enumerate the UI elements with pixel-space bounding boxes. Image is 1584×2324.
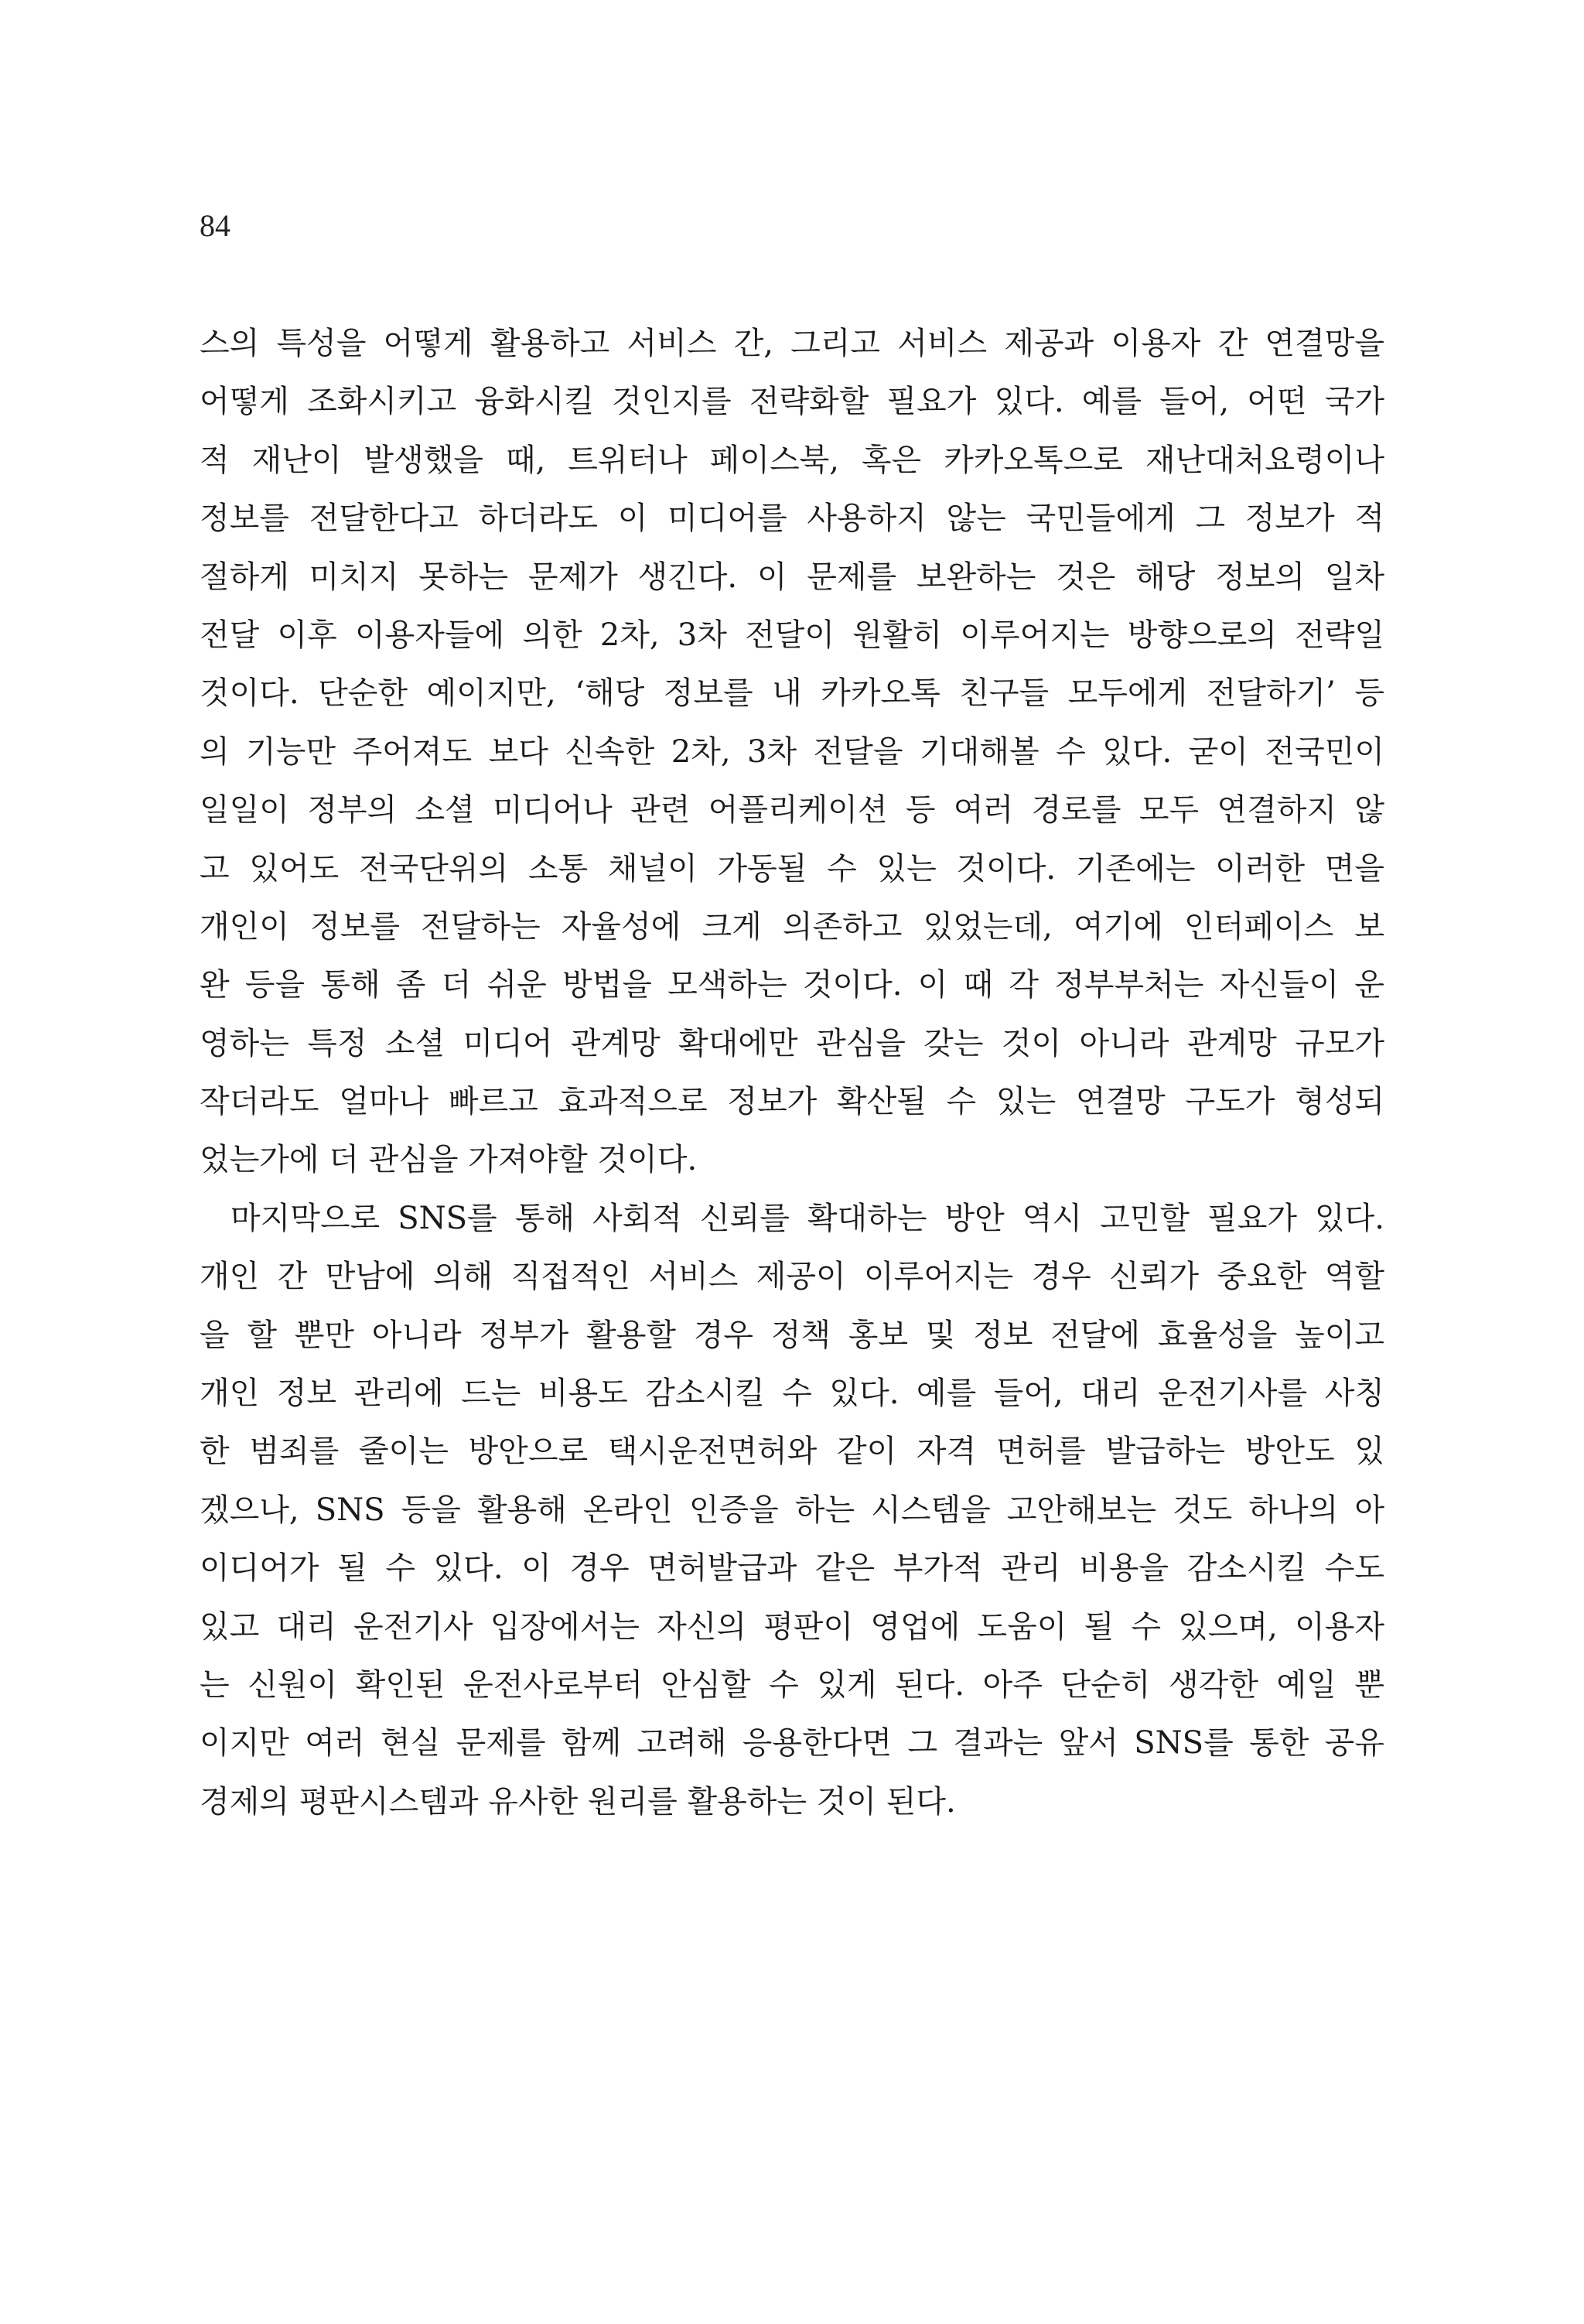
text-line: 는 신원이 확인된 운전사로부터 안심할 수 있게 된다. 아주 단순히 생각한 예일 뿐: [200, 1666, 1384, 1703]
text-line: 일일이 정부의 소셜 미디어나 관련 어플리케이션 등 여러 경로를 모두 연결하지 않: [200, 792, 1384, 829]
text-line: 한 범죄를 줄이는 방안으로 택시운전면허와 같이 자격 면허를 발급하는 방안도 있: [200, 1434, 1384, 1470]
paragraph-2: [200, 1198, 1384, 1840]
text-line: 정보를 전달한다고 하더라도 이 미디어를 사용하지 않는 국민들에게 그 정보가 적: [200, 501, 1384, 537]
text-line: 마지막으로 SNS를 통해 사회적 신뢰를 확대하는 방안 역시 고민할 필요가 있다.: [230, 1200, 1384, 1236]
text-line: 경제의 평판시스템과 유사한 원리를 활용하는 것이 된다.: [200, 1783, 956, 1820]
text-line: 절하게 미치지 못하는 문제가 생긴다. 이 문제를 보완하는 것은 해당 정보의 일차: [200, 559, 1384, 595]
text-line: 개인이 정보를 전달하는 자율성에 크게 의존하고 있었는데, 여기에 인터페이스 보: [200, 908, 1384, 945]
text-line: 을 할 뿐만 아니라 정부가 활용할 경우 정책 홍보 및 정보 전달에 효율성을 높이고: [200, 1317, 1384, 1353]
text-line: 어떻게 조화시키고 융화시킬 것인지를 전략화할 필요가 있다. 예를 들어, 어떤 국가: [200, 384, 1384, 420]
text-line: 전달 이후 이용자들에 의한 2차, 3차 전달이 원활히 이루어지는 방향으로의 전략일: [200, 617, 1384, 653]
text-line: 스의 특성을 어떻게 활용하고 서비스 간, 그리고 서비스 제공과 이용자 간 연결망을: [200, 326, 1384, 361]
text-line: 완 등을 통해 좀 더 쉬운 방법을 모색하는 것이다. 이 때 각 정부부처는 자신들이 운: [200, 967, 1384, 1003]
paragraph-1: [200, 323, 1384, 1198]
text-line: 이디어가 될 수 있다. 이 경우 면허발급과 같은 부가적 관리 비용을 감소시킬 수도: [200, 1550, 1384, 1587]
text-line: 영하는 특정 소셜 미디어 관계망 확대에만 관심을 갖는 것이 아니라 관계망 규모가: [200, 1025, 1384, 1061]
text-line: 었는가에 더 관심을 가져야할 것이다.: [200, 1142, 698, 1178]
body-text: [200, 323, 1384, 1840]
page-number: 84: [200, 208, 230, 243]
text-line: 적 재난이 발생했을 때, 트위터나 페이스북, 혹은 카카오톡으로 재난대처요령이나: [200, 442, 1384, 478]
text-line: 겠으나, SNS 등을 활용해 온라인 인증을 하는 시스템을 고안해보는 것도 하나의 아: [200, 1492, 1384, 1528]
text-line: 것이다. 단순한 예이지만, ‘해당 정보를 내 카카오톡 친구들 모두에게 전달하기’ 등: [200, 675, 1384, 712]
text-line: 개인 간 만남에 의해 직접적인 서비스 제공이 이루어지는 경우 신뢰가 중요한 역할: [200, 1259, 1384, 1295]
text-line: 이지만 여러 현실 문제를 함께 고려해 응용한다면 그 결과는 앞서 SNS를 통한 공유: [200, 1725, 1384, 1762]
text-line: 의 기능만 주어져도 보다 신속한 2차, 3차 전달을 기대해볼 수 있다. 굳이 전국민이: [200, 733, 1384, 770]
text-line: 개인 정보 관리에 드는 비용도 감소시킬 수 있다. 예를 들어, 대리 운전기사를 사칭: [200, 1376, 1384, 1412]
text-line: 작더라도 얼마나 빠르고 효과적으로 정보가 확산될 수 있는 연결망 구도가 형성되: [200, 1084, 1384, 1120]
text-line: 있고 대리 운전기사 입장에서는 자신의 평판이 영업에 도움이 될 수 있으며, 이용자: [200, 1608, 1384, 1645]
text-line: 고 있어도 전국단위의 소통 채널이 가동될 수 있는 것이다. 기존에는 이러한 면을: [200, 850, 1384, 887]
